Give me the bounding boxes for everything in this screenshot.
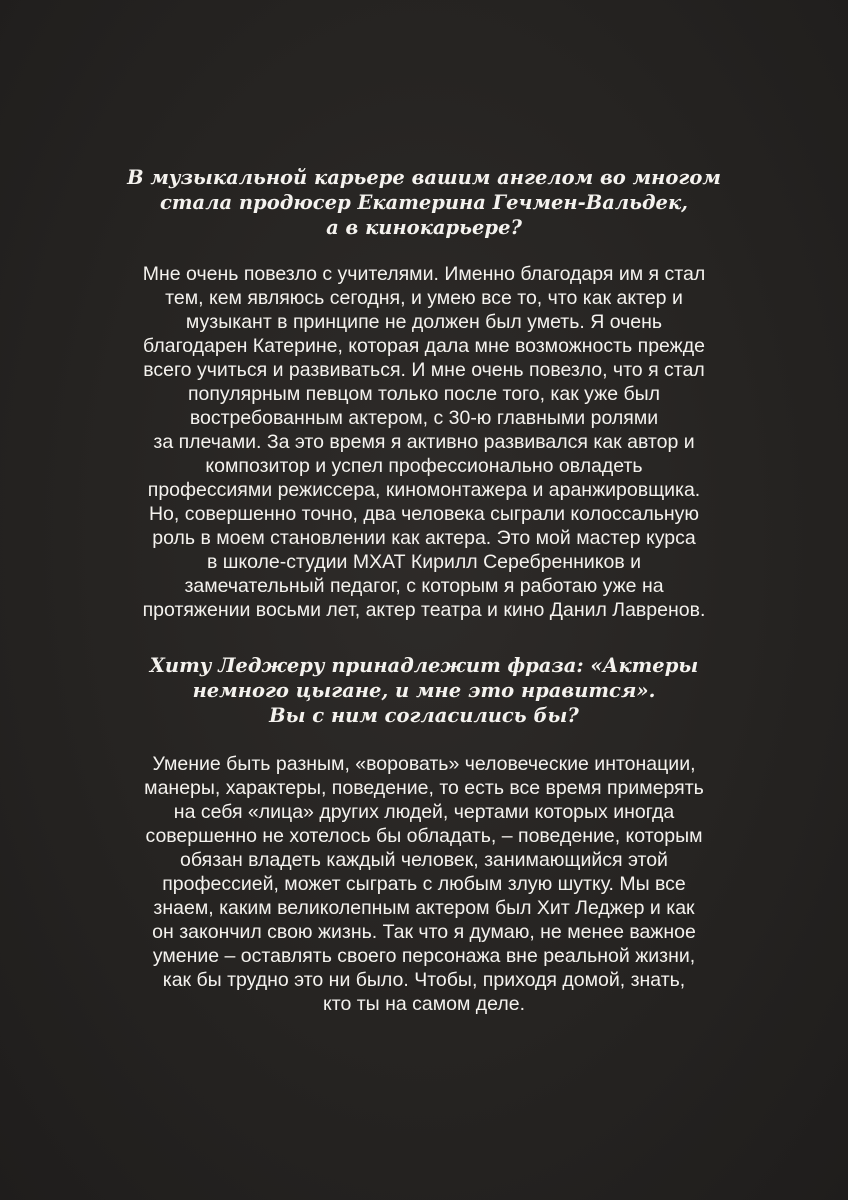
answer-line: тем, кем являюсь сегодня, и умею все то, что как актер и [165,287,683,309]
interview-question-1 [60,165,788,240]
answer-line: обязан владеть каждый человек, занимающийся этой [180,849,668,871]
answer-line: умение – оставлять своего персонажа вне реальной жизни, [152,945,696,967]
answer-line: музыкант в принципе не должен был уметь. Я очень [185,311,663,333]
answer-line: манеры, характеры, поведение, то есть все время примерять [144,777,704,799]
answer-line: замечательный педагог, с которым я работаю уже на [184,575,664,597]
answer-line: композитор и успел профессионально овладеть [205,455,643,477]
answer-line: на себя «лица» других людей, чертами которых иногда [173,801,675,823]
answer-line: совершенно не хотелось бы обладать, – поведение, которым [145,825,703,847]
answer-line: профессиями режиссера, киномонтажера и аранжировщика. [147,479,701,501]
answer-line: благодарен Катерине, которая дала мне возможность прежде [143,335,705,357]
question-line: Хиту Леджеру принадлежит фраза: «Актеры [149,654,699,677]
interview-question-2 [60,653,788,728]
interview-answer-2 [60,752,788,1016]
answer-line: он закончил свою жизнь. Так что я думаю, не менее важное [152,921,696,943]
answer-line: роль в моем становлении как актера. Это мой мастер курса [152,527,696,549]
answer-line: профессией, может сыграть с любым злую шутку. Мы все [162,873,686,895]
answer-line: знаем, каким великолепным актером был Хит Леджер и как [153,897,695,919]
interview-answer-1 [60,262,788,622]
answer-line: за плечами. За это время я активно развивался как автор и [153,431,695,453]
answer-line: популярным певцом только после того, как уже был [187,383,661,405]
question-line: стала продюсер Екатерина Гечмен-Вальдек, [160,191,688,214]
question-line: а в кинокарьере? [326,216,522,239]
answer-line: Умение быть разным, «воровать» человеческие интонации, [152,753,696,775]
answer-line: Но, совершенно точно, два человека сыграли колоссальную [148,503,700,525]
question-line: Вы с ним согласились бы? [269,704,579,727]
answer-line: кто ты на самом деле. [322,993,525,1015]
answer-line: протяжении восьми лет, актер театра и кино Данил Лавренов. [142,599,706,621]
answer-line: востребованным актером, с 30-ю главными ролями [189,407,659,429]
answer-line: как бы трудно это ни было. Чтобы, приходя домой, знать, [162,969,686,991]
question-line: В музыкальной карьере вашим ангелом во многом [127,166,721,189]
question-line: немного цыгане, и мне это нравится». [192,679,656,702]
answer-line: Мне очень повезло с учителями. Именно благодаря им я стал [142,263,706,285]
answer-line: в школе-студии МХАТ Кирилл Серебренников и [206,551,642,573]
answer-line: всего учиться и развиваться. И мне очень повезло, что я стал [143,359,705,381]
